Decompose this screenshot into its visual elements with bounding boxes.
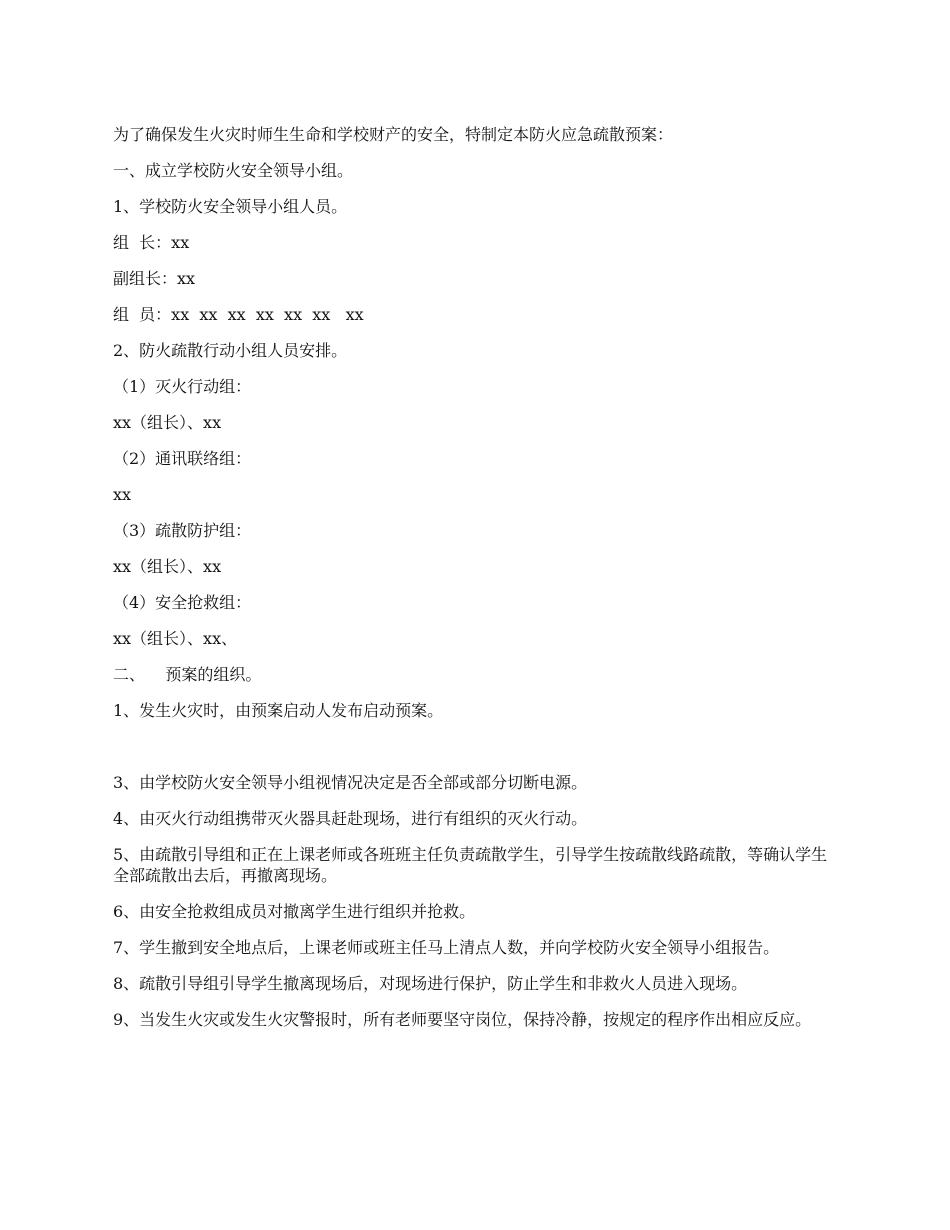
group-name-evacuation-protection: （3）疏散防护组： xyxy=(113,521,252,540)
list-item: 9、当发生火灾或发生火灾警报时，所有老师要坚守岗位，保持冷静，按规定的程序作出相应反应。 xyxy=(113,1010,812,1029)
list-item: 5、由疏散引导组和正在上课老师或各班班主任负责疏散学生，引导学生按疏散线路疏散，等确认学生全部疏散出去后，再撤离现场。 xyxy=(113,845,828,885)
list-item: 8、疏散引导组引导学生撤离现场后，对现场进行保护，防止学生和非救火人员进入现场。 xyxy=(113,974,748,993)
group-members-evacuation-protection: xx（组长）、xx xyxy=(113,557,222,576)
list-item: 3、由学校防火安全领导小组视情况决定是否全部或部分切断电源。 xyxy=(113,773,588,792)
list-item-evacuation-groups: 2、防火疏散行动小组人员安排。 xyxy=(113,341,348,360)
list-item: 4、由灭火行动组携带灭火器具赶赴现场，进行有组织的灭火行动。 xyxy=(113,809,588,828)
blank-space xyxy=(113,736,835,772)
list-item: 6、由安全抢救组成员对撤离学生进行组织并抢救。 xyxy=(113,902,476,921)
group-name-communication: （2）通讯联络组： xyxy=(113,449,252,468)
group-name-firefighting: （1）灭火行动组： xyxy=(113,377,252,396)
leader-line: 组 长：xx xyxy=(113,233,190,252)
intro-paragraph: 为了确保发生火灾时师生生命和学校财产的安全，特制定本防火应急疏散预案： xyxy=(113,125,674,144)
list-item: 7、学生撤到安全地点后，上课老师或班主任马上清点人数，并向学校防火安全领导小组报告。 xyxy=(113,938,780,957)
members-line: 组 员：xx xx xx xx xx xx xx xyxy=(113,305,364,324)
group-members-firefighting: xx（组长）、xx xyxy=(113,413,222,432)
section-heading-organization: 一、成立学校防火安全领导小组。 xyxy=(113,161,354,180)
list-item-leadership-members: 1、学校防火安全领导小组人员。 xyxy=(113,197,348,216)
section-heading-plan: 二、 预案的组织。 xyxy=(113,665,262,684)
document-body xyxy=(113,124,835,1045)
group-members-communication: xx xyxy=(113,485,132,504)
list-item: 1、发生火灾时，由预案启动人发布启动预案。 xyxy=(113,701,444,720)
group-members-rescue: xx（组长）、xx、 xyxy=(113,629,238,648)
deputy-leader-line: 副组长：xx xyxy=(113,269,196,288)
group-name-rescue: （4）安全抢救组： xyxy=(113,593,252,612)
